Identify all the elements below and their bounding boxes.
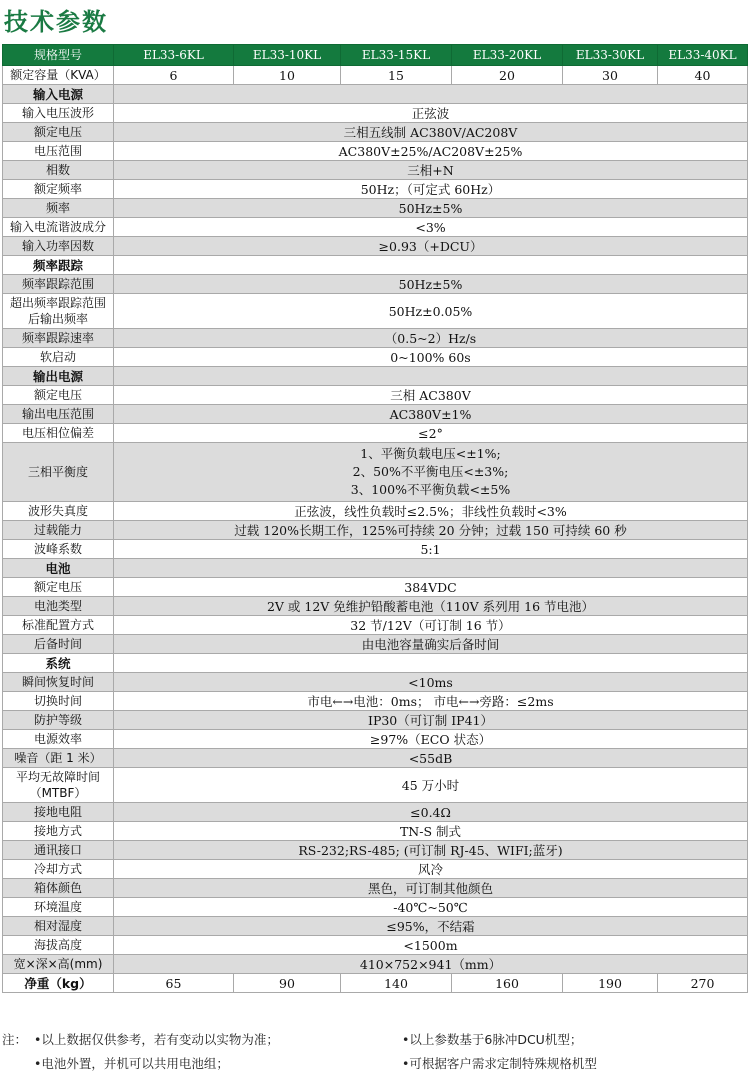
mtbf-row bbox=[3, 768, 748, 803]
section-title: 输入电源 bbox=[3, 85, 114, 104]
spec-value: 市电←→电池：0ms； 市电←→旁路：≤2ms bbox=[114, 692, 748, 711]
spec-row bbox=[3, 405, 748, 424]
spec-value: 正弦波 bbox=[114, 104, 748, 123]
spec-label: 冷却方式 bbox=[3, 860, 114, 879]
spec-value: 三相 AC380V bbox=[114, 386, 748, 405]
spec-row bbox=[3, 142, 748, 161]
spec-row bbox=[3, 597, 748, 616]
spec-value: 2V 或 12V 免维护铅酸蓄电池（110V 系列用 16 节电池） bbox=[114, 597, 748, 616]
spec-row bbox=[3, 424, 748, 443]
spec-value: 50Hz±5% bbox=[114, 199, 748, 218]
spec-row bbox=[3, 123, 748, 142]
weight-row bbox=[3, 974, 748, 993]
balance-line: 1、平衡负载电压<±1%; bbox=[360, 446, 501, 461]
spec-value: <1500m bbox=[114, 936, 748, 955]
model-header: EL33-15KL bbox=[341, 45, 452, 66]
weight-value: 160 bbox=[452, 974, 563, 993]
spec-value: 50Hz±0.05% bbox=[114, 294, 748, 329]
spec-value: 过载 120%长期工作，125%可持续 20 分钟；过载 150 可持续 60 秒 bbox=[114, 521, 748, 540]
model-header: EL33-6KL bbox=[114, 45, 234, 66]
model-header: EL33-20KL bbox=[452, 45, 563, 66]
spec-row bbox=[3, 635, 748, 654]
spec-value: 410×752×941（mm） bbox=[114, 955, 748, 974]
spec-value: 45 万小时 bbox=[114, 768, 748, 803]
table-header-row bbox=[3, 45, 748, 66]
spec-row bbox=[3, 673, 748, 692]
spec-row bbox=[3, 841, 748, 860]
spec-value: 由电池容量确实后备时间 bbox=[114, 635, 748, 654]
spec-value: RS-232;RS-485; (可订制 RJ-45、WIFI;蓝牙) bbox=[114, 841, 748, 860]
spec-row bbox=[3, 294, 748, 329]
spec-label: 海拔高度 bbox=[3, 936, 114, 955]
section-header-row bbox=[3, 256, 748, 275]
section-empty-cell bbox=[114, 256, 748, 275]
spec-value: -40℃~50℃ bbox=[114, 898, 748, 917]
spec-label: 通讯接口 bbox=[3, 841, 114, 860]
notes-prefix: 注： bbox=[2, 1032, 28, 1047]
spec-value: 5:1 bbox=[114, 540, 748, 559]
spec-value: 黑色，可订制其他颜色 bbox=[114, 879, 748, 898]
notes-row-2 bbox=[2, 1052, 746, 1076]
capacity-value: 20 bbox=[452, 66, 563, 85]
capacity-value: 10 bbox=[234, 66, 341, 85]
spec-value: ≤0.4Ω bbox=[114, 803, 748, 822]
note-item: •以上参数基于6脉冲DCU机型； bbox=[402, 1032, 583, 1047]
spec-label: 频率 bbox=[3, 199, 114, 218]
spec-row bbox=[3, 860, 748, 879]
spec-row bbox=[3, 386, 748, 405]
spec-label: 频率跟踪范围 bbox=[3, 275, 114, 294]
spec-label: 电池类型 bbox=[3, 597, 114, 616]
mtbf-label bbox=[3, 768, 114, 803]
spec-label: 额定频率 bbox=[3, 180, 114, 199]
spec-label: 输入电压波形 bbox=[3, 104, 114, 123]
spec-row bbox=[3, 521, 748, 540]
mtbf-label-line: 平均无故障时间 bbox=[15, 770, 100, 784]
spec-row bbox=[3, 348, 748, 367]
section-header-row bbox=[3, 367, 748, 386]
spec-value: 0~100% 60s bbox=[114, 348, 748, 367]
spec-row bbox=[3, 237, 748, 256]
spec-value: ≤2° bbox=[114, 424, 748, 443]
spec-value: 384VDC bbox=[114, 578, 748, 597]
weight-value: 190 bbox=[563, 974, 658, 993]
spec-label: 宽×深×高(mm) bbox=[3, 955, 114, 974]
spec-row bbox=[3, 898, 748, 917]
spec-row bbox=[3, 275, 748, 294]
spec-label: 额定电压 bbox=[3, 578, 114, 597]
spec-value: 三相五线制 AC380V/AC208V bbox=[114, 123, 748, 142]
spec-label: 超出频率跟踪范围后输出频率 bbox=[3, 294, 114, 329]
spec-row bbox=[3, 199, 748, 218]
weight-value: 90 bbox=[234, 974, 341, 993]
spec-row bbox=[3, 879, 748, 898]
spec-label: 输入功率因数 bbox=[3, 237, 114, 256]
spec-label: 软启动 bbox=[3, 348, 114, 367]
page-title: 技术参数 bbox=[4, 8, 108, 36]
spec-label: 接地电阻 bbox=[3, 803, 114, 822]
balance-row bbox=[3, 443, 748, 502]
spec-value: IP30（可订制 IP41） bbox=[114, 711, 748, 730]
spec-value: 32 节/12V（可订制 16 节） bbox=[114, 616, 748, 635]
spec-value: 50Hz；（可定式 60Hz） bbox=[114, 180, 748, 199]
spec-row bbox=[3, 730, 748, 749]
spec-label: 环境温度 bbox=[3, 898, 114, 917]
section-empty-cell bbox=[114, 85, 748, 104]
section-header-row bbox=[3, 654, 748, 673]
spec-row bbox=[3, 749, 748, 768]
spec-value: ≤95%，不结霜 bbox=[114, 917, 748, 936]
spec-label: 额定电压 bbox=[3, 386, 114, 405]
capacity-value: 15 bbox=[341, 66, 452, 85]
spec-label: 电压范围 bbox=[3, 142, 114, 161]
spec-label: 过载能力 bbox=[3, 521, 114, 540]
spec-value: <10ms bbox=[114, 673, 748, 692]
balance-line: 3、100%不平衡负载<±5% bbox=[350, 482, 511, 497]
spec-row bbox=[3, 180, 748, 199]
spec-value: <3% bbox=[114, 218, 748, 237]
mtbf-label-line: （MTBF） bbox=[29, 786, 87, 800]
spec-value: ≥97%（ECO 状态） bbox=[114, 730, 748, 749]
section-title: 频率跟踪 bbox=[3, 256, 114, 275]
spec-label: 相对湿度 bbox=[3, 917, 114, 936]
notes-row-1 bbox=[2, 1028, 746, 1052]
spec-label: 标准配置方式 bbox=[3, 616, 114, 635]
spec-value: 50Hz±5% bbox=[114, 275, 748, 294]
model-header: EL33-40KL bbox=[658, 45, 748, 66]
section-empty-cell bbox=[114, 559, 748, 578]
spec-value: AC380V±1% bbox=[114, 405, 748, 424]
spec-value: TN-S 制式 bbox=[114, 822, 748, 841]
spec-label: 频率跟踪速率 bbox=[3, 329, 114, 348]
note-item: •以上数据仅供参考，若有变动以实物为准； bbox=[34, 1032, 279, 1047]
spec-row bbox=[3, 917, 748, 936]
spec-label: 三相平衡度 bbox=[3, 443, 114, 502]
capacity-value: 30 bbox=[563, 66, 658, 85]
spec-label: 电源效率 bbox=[3, 730, 114, 749]
spec-row bbox=[3, 329, 748, 348]
spec-row bbox=[3, 692, 748, 711]
section-header-row bbox=[3, 559, 748, 578]
spec-row bbox=[3, 540, 748, 559]
spec-label: 切换时间 bbox=[3, 692, 114, 711]
header-label: 规格型号 bbox=[3, 45, 114, 66]
spec-value: ≥0.93（+DCU） bbox=[114, 237, 748, 256]
capacity-row bbox=[3, 66, 748, 85]
spec-label: 输出电压范围 bbox=[3, 405, 114, 424]
capacity-value: 6 bbox=[114, 66, 234, 85]
spec-row bbox=[3, 803, 748, 822]
balance-line: 2、50%不平衡电压<±3%; bbox=[352, 464, 509, 479]
spec-row bbox=[3, 218, 748, 237]
spec-label: 后备时间 bbox=[3, 635, 114, 654]
spec-value: 风冷 bbox=[114, 860, 748, 879]
notes bbox=[2, 1028, 746, 1076]
weight-value: 65 bbox=[114, 974, 234, 993]
model-header: EL33-30KL bbox=[563, 45, 658, 66]
weight-value: 140 bbox=[341, 974, 452, 993]
spec-label: 接地方式 bbox=[3, 822, 114, 841]
spec-row bbox=[3, 711, 748, 730]
spec-label: 箱体颜色 bbox=[3, 879, 114, 898]
model-header: EL33-10KL bbox=[234, 45, 341, 66]
spec-label: 瞬间恢复时间 bbox=[3, 673, 114, 692]
spec-value: 三相+N bbox=[114, 161, 748, 180]
spec-value: AC380V±25%/AC208V±25% bbox=[114, 142, 748, 161]
spec-row bbox=[3, 822, 748, 841]
spec-label: 防护等级 bbox=[3, 711, 114, 730]
section-title: 输出电源 bbox=[3, 367, 114, 386]
spec-label: 波峰系数 bbox=[3, 540, 114, 559]
spec-label: 额定电压 bbox=[3, 123, 114, 142]
spec-value: 正弦波，线性负载时≤2.5%；非线性负载时<3% bbox=[114, 502, 748, 521]
section-empty-cell bbox=[114, 367, 748, 386]
balance-value bbox=[114, 443, 748, 502]
spec-value: <55dB bbox=[114, 749, 748, 768]
spec-value: （0.5~2）Hz/s bbox=[114, 329, 748, 348]
spec-row bbox=[3, 502, 748, 521]
spec-row bbox=[3, 616, 748, 635]
spec-row bbox=[3, 104, 748, 123]
weight-label: 净重（kg） bbox=[3, 974, 114, 993]
spec-label: 电压相位偏差 bbox=[3, 424, 114, 443]
spec-row bbox=[3, 955, 748, 974]
note-item: •可根据客户需求定制特殊规格机型 bbox=[402, 1056, 597, 1071]
spec-table bbox=[2, 44, 748, 993]
section-header-row bbox=[3, 85, 748, 104]
spec-row bbox=[3, 161, 748, 180]
section-title: 系统 bbox=[3, 654, 114, 673]
section-title: 电池 bbox=[3, 559, 114, 578]
spec-row bbox=[3, 578, 748, 597]
spec-label: 输入电流谐波成分 bbox=[3, 218, 114, 237]
capacity-label: 额定容量（KVA） bbox=[3, 66, 114, 85]
spec-label: 相数 bbox=[3, 161, 114, 180]
capacity-value: 40 bbox=[658, 66, 748, 85]
note-item: •电池外置，并机可以共用电池组； bbox=[34, 1056, 229, 1071]
spec-row bbox=[3, 936, 748, 955]
spec-label: 波形失真度 bbox=[3, 502, 114, 521]
weight-value: 270 bbox=[658, 974, 748, 993]
section-empty-cell bbox=[114, 654, 748, 673]
spec-label: 噪音（距 1 米） bbox=[3, 749, 114, 768]
